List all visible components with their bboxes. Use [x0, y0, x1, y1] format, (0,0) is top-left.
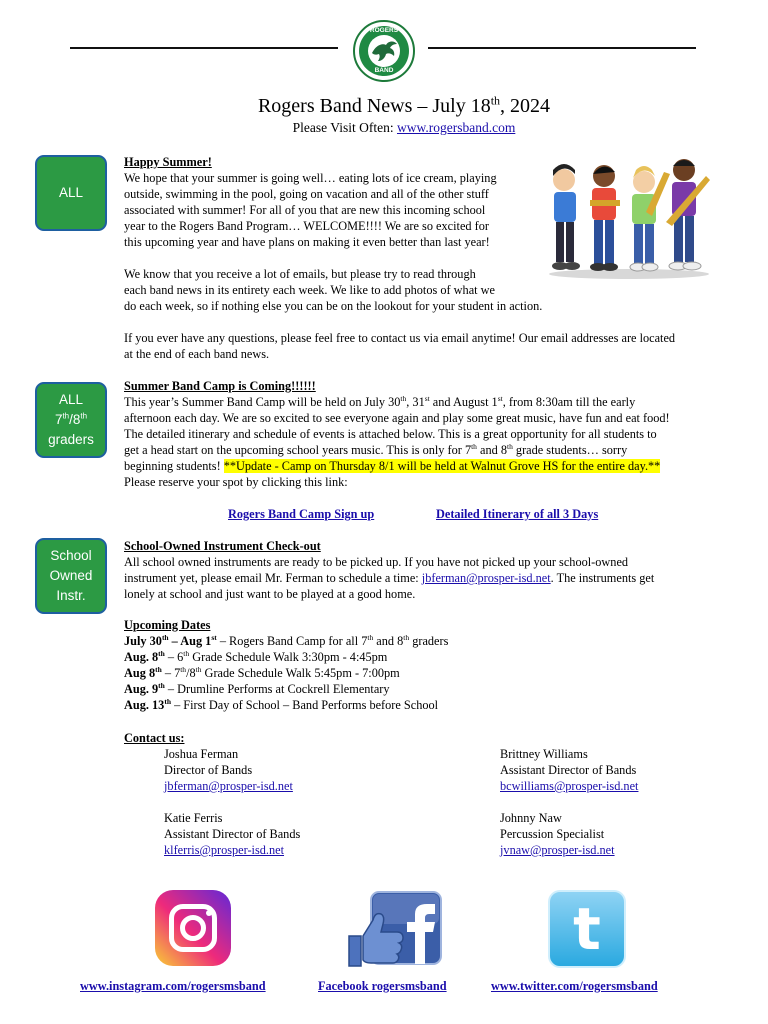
- newsletter-title: Rogers Band News – July 18th, 2024: [257, 93, 551, 117]
- facebook-icon[interactable]: [345, 890, 445, 972]
- band-camp-section: [124, 378, 734, 490]
- summer-paragraph-2: We know that you receive a lot of emails, but please try to read through each band news in its entirety each week. We like to add photos of what we do each week, so if nothing else you can be on the lookout for your student in action.: [124, 267, 543, 313]
- instrument-line-1: All school owned instruments are ready to be picked up. If you have not picked up your school-owned: [124, 555, 629, 569]
- contact-email-link[interactable]: bcwilliams@prosper-isd.net: [500, 779, 639, 793]
- instagram-icon[interactable]: [155, 890, 231, 966]
- twitter-link[interactable]: www.twitter.com/rogersmsband: [491, 979, 658, 993]
- logo-bottom-text: BAND: [374, 67, 394, 74]
- contact-email-link[interactable]: jvnaw@prosper-isd.net: [500, 843, 615, 857]
- ferman-email-link[interactable]: jbferman@prosper-isd.net: [421, 571, 551, 585]
- date-item: Aug. 13th – First Day of School – Band Performs before School: [124, 696, 439, 712]
- camp-signup-link[interactable]: Rogers Band Camp Sign up: [228, 507, 375, 521]
- date-item: July 30th – Aug 1st – Rogers Band Camp for all 7th and 8th graders: [124, 632, 449, 648]
- band-camp-line-3: The detailed itinerary and schedule of events is attached below. This is a great opportunity for all students to: [124, 427, 657, 441]
- badge-all: ALL: [35, 155, 107, 231]
- band-camp-line-4: get a head start on the upcoming school years music. This is only for 7th and 8th grade students… sorry: [124, 441, 628, 457]
- rogers-band-logo: [353, 20, 415, 82]
- date-item: Aug. 9th – Drumline Performs at Cockrell Elementary: [124, 680, 390, 696]
- upcoming-dates-heading: Upcoming Dates: [124, 618, 211, 632]
- band-camp-line-5: beginning students! **Update - Camp on Thursday 8/1 will be held at Walnut Grove HS for the entire day.**: [124, 459, 661, 473]
- contact-card: Brittney Williams Assistant Director of Bands bcwilliams@prosper-isd.net: [500, 747, 639, 793]
- instrument-section: [124, 538, 734, 602]
- instrument-line-2: instrument yet, please email Mr. Ferman to schedule a time: jbferman@prosper-isd.net. The instruments get: [124, 571, 655, 585]
- website-link[interactable]: www.rogersband.com: [396, 120, 516, 135]
- summer-paragraph-3: If you ever have any questions, please feel free to contact us via email anytime! Our email addresses are located at the end of each band news.: [124, 331, 676, 361]
- logo-eagle-area: [368, 35, 400, 67]
- contact-email-link[interactable]: klferris@prosper-isd.net: [164, 843, 285, 857]
- instrument-heading: School-Owned Instrument Check-out: [124, 539, 321, 553]
- badge-school-owned-instr: School Owned Instr.: [35, 538, 107, 614]
- date-item: Aug. 8th – 6th Grade Schedule Walk 3:30pm - 4:45pm: [124, 648, 388, 664]
- instagram-link[interactable]: www.instagram.com/rogersmsband: [80, 979, 266, 993]
- badge-7th-8th-graders: ALL 7th/8th graders: [35, 382, 107, 458]
- band-camp-line-6: Please reserve your spot by clicking this link:: [124, 475, 348, 489]
- logo-top-text: ROGERS: [369, 27, 399, 34]
- contact-card: Johnny Naw Percussion Specialist jvnaw@prosper-isd.net: [500, 811, 615, 857]
- contact-heading: Contact us:: [124, 731, 185, 745]
- camp-itinerary-link[interactable]: Detailed Itinerary of all 3 Days: [436, 507, 599, 521]
- band-kids-illustration: [546, 152, 712, 280]
- facebook-link[interactable]: Facebook rogersmsband: [318, 979, 447, 993]
- date-item: Aug 8th – 7th/8th Grade Schedule Walk 5:45pm - 7:00pm: [124, 664, 400, 680]
- band-camp-line-2: afternoon each day. We are so excited to see everyone again and play some great music, have fun and eat food!: [124, 411, 670, 425]
- camp-update-highlight: **Update - Camp on Thursday 8/1 will be held at Walnut Grove HS for the entire day.**: [223, 459, 661, 473]
- header-rule-left: [70, 47, 338, 49]
- instrument-line-3: lonely at school and just want to be played at a good home.: [124, 587, 416, 601]
- contact-email-link[interactable]: jbferman@prosper-isd.net: [164, 779, 293, 793]
- contact-card: Katie Ferris Assistant Director of Bands klferris@prosper-isd.net: [164, 811, 301, 857]
- visit-line: Please Visit Often: www.rogersband.com: [292, 120, 516, 135]
- header-rule-right: [428, 47, 696, 49]
- eagle-icon: [368, 35, 400, 67]
- band-camp-line-1: This year’s Summer Band Camp will be held on July 30th, 31st and August 1st, from 8:30am till the early: [124, 393, 636, 409]
- contact-card: Joshua Ferman Director of Bands jbferman@prosper-isd.net: [164, 747, 293, 793]
- upcoming-dates-section: [124, 617, 724, 713]
- summer-paragraph-1: We hope that your summer is going well… eating lots of ice cream, playing outside, swimming in the pool, going on vacation and all of the other stuff associated with summer! For all of you that are new this incoming school year to the Rogers Band Program… WELCOME!!!! We are so excited for this upcoming year and have plans on making it even better than last year!: [124, 171, 497, 249]
- band-camp-heading: Summer Band Camp is Coming!!!!!!: [124, 379, 316, 393]
- summer-heading: Happy Summer!: [124, 155, 212, 169]
- twitter-icon[interactable]: t: [548, 890, 626, 968]
